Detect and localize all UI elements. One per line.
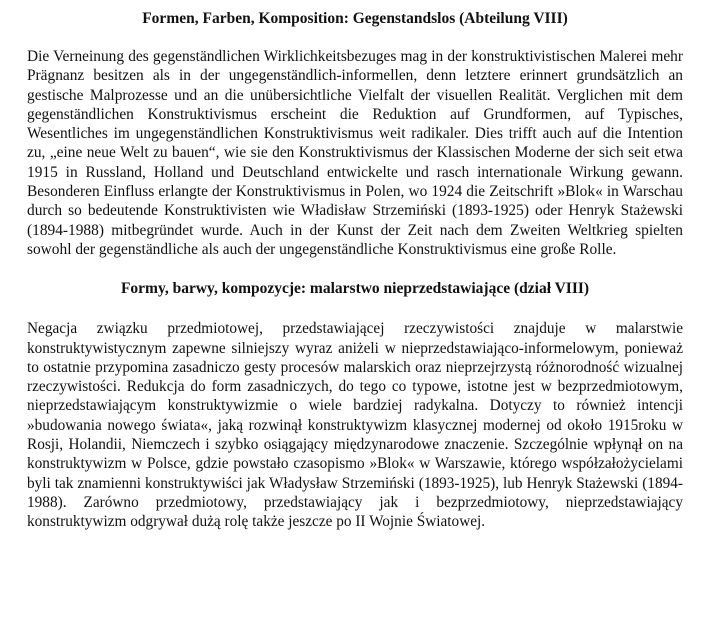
document-page xyxy=(27,0,683,532)
german-section xyxy=(27,9,683,259)
polish-paragraph: Negacja związku przedmiotowej, przedstawiającej rzeczywistości znajduje w malarstwie konstruktywistycznym zapewne silniejszy wyraz aniżeli w nieprzedstawiająco-informelowym, ponieważ to ostatnie przypomina zasadniczo gesty procesów malarskich oraz nieprzejrzystą różnorodność wizualnej rzeczywistości. Redukcja do form zasadniczych, do tego co typowe, istotne jest w bezprzedmiotowym, nieprzedstawiającym konstruktywizmie o wiele bardziej radykalna. Dotyczy to również intencji »budowania nowego świata«, jaką rozwinął konstruktywizm klasycznej modernej od około 1915roku w Rosji, Holandii, Niemczech i szybko osiągający międzynarodowe znaczenie. Szczególnie wpłynął on na konstruktywizm w Polsce, gdzie powstało czasopismo »Blok« w Warszawie, którego współzałożycielami byli tak znamienni konstruktywiści jak Władysław Strzemiński (1893-1925), lub Henryk Stażewski (1894- 1988). Zarówno przedmiotowy, przedstawiający jak i bezprzedmiotowy, nieprzedstawiający konstruktywizm odgrywał dużą rolę także jeszcze po II Wojnie Światowej. xyxy=(27,320,683,531)
german-heading: Formen, Farben, Komposition: Gegenstandslos (Abteilung VIII) xyxy=(142,10,568,27)
german-paragraph: Die Verneinung des gegenständlichen Wirklichkeitsbezuges mag in der konstruktivistischen Malerei mehr Prägnanz besitzen als in der ungegenständlich-informellen, denn letztere erinnert grundsätzlich an gestische Malprozesse und an die unübersichtliche Vielfalt der visuellen Realität. Verglichen mit dem gegenständlichen Konstruktivismus erscheint die Reduktion auf Grundformen, auf Typisches, Wesentliches im ungegenständlichen Konstruktivismus weit radikaler. Dies trifft auch auf die Intention zu, „eine neue Welt zu bauen“, wie sie den Konstruktivismus der Klassischen Moderne der sich seit etwa 1915 in Russland, Holland und Deutschland entwickelte und rasch internationale Wirkung gewann. Besonderen Einfluss erlangte der Konstruktivismus in Polen, wo 1924 die Zeitschrift »Blok« in Warschau durch so bedeutende Konstruktivisten wie Władisław Strzemiński (1893-1925) oder Henryk Stażewski (1894-1988) mitbegründet wurde. Auch in der Kunst der Zeit nach dem Zweiten Weltkrieg spielten sowohl der gegenständliche als auch der ungegenständliche Konstruktivismus eine große Rolle. xyxy=(27,48,683,258)
polish-section xyxy=(27,279,683,531)
polish-heading: Formy, barwy, kompozycje: malarstwo nieprzedstawiające (dział VIII) xyxy=(120,280,590,298)
